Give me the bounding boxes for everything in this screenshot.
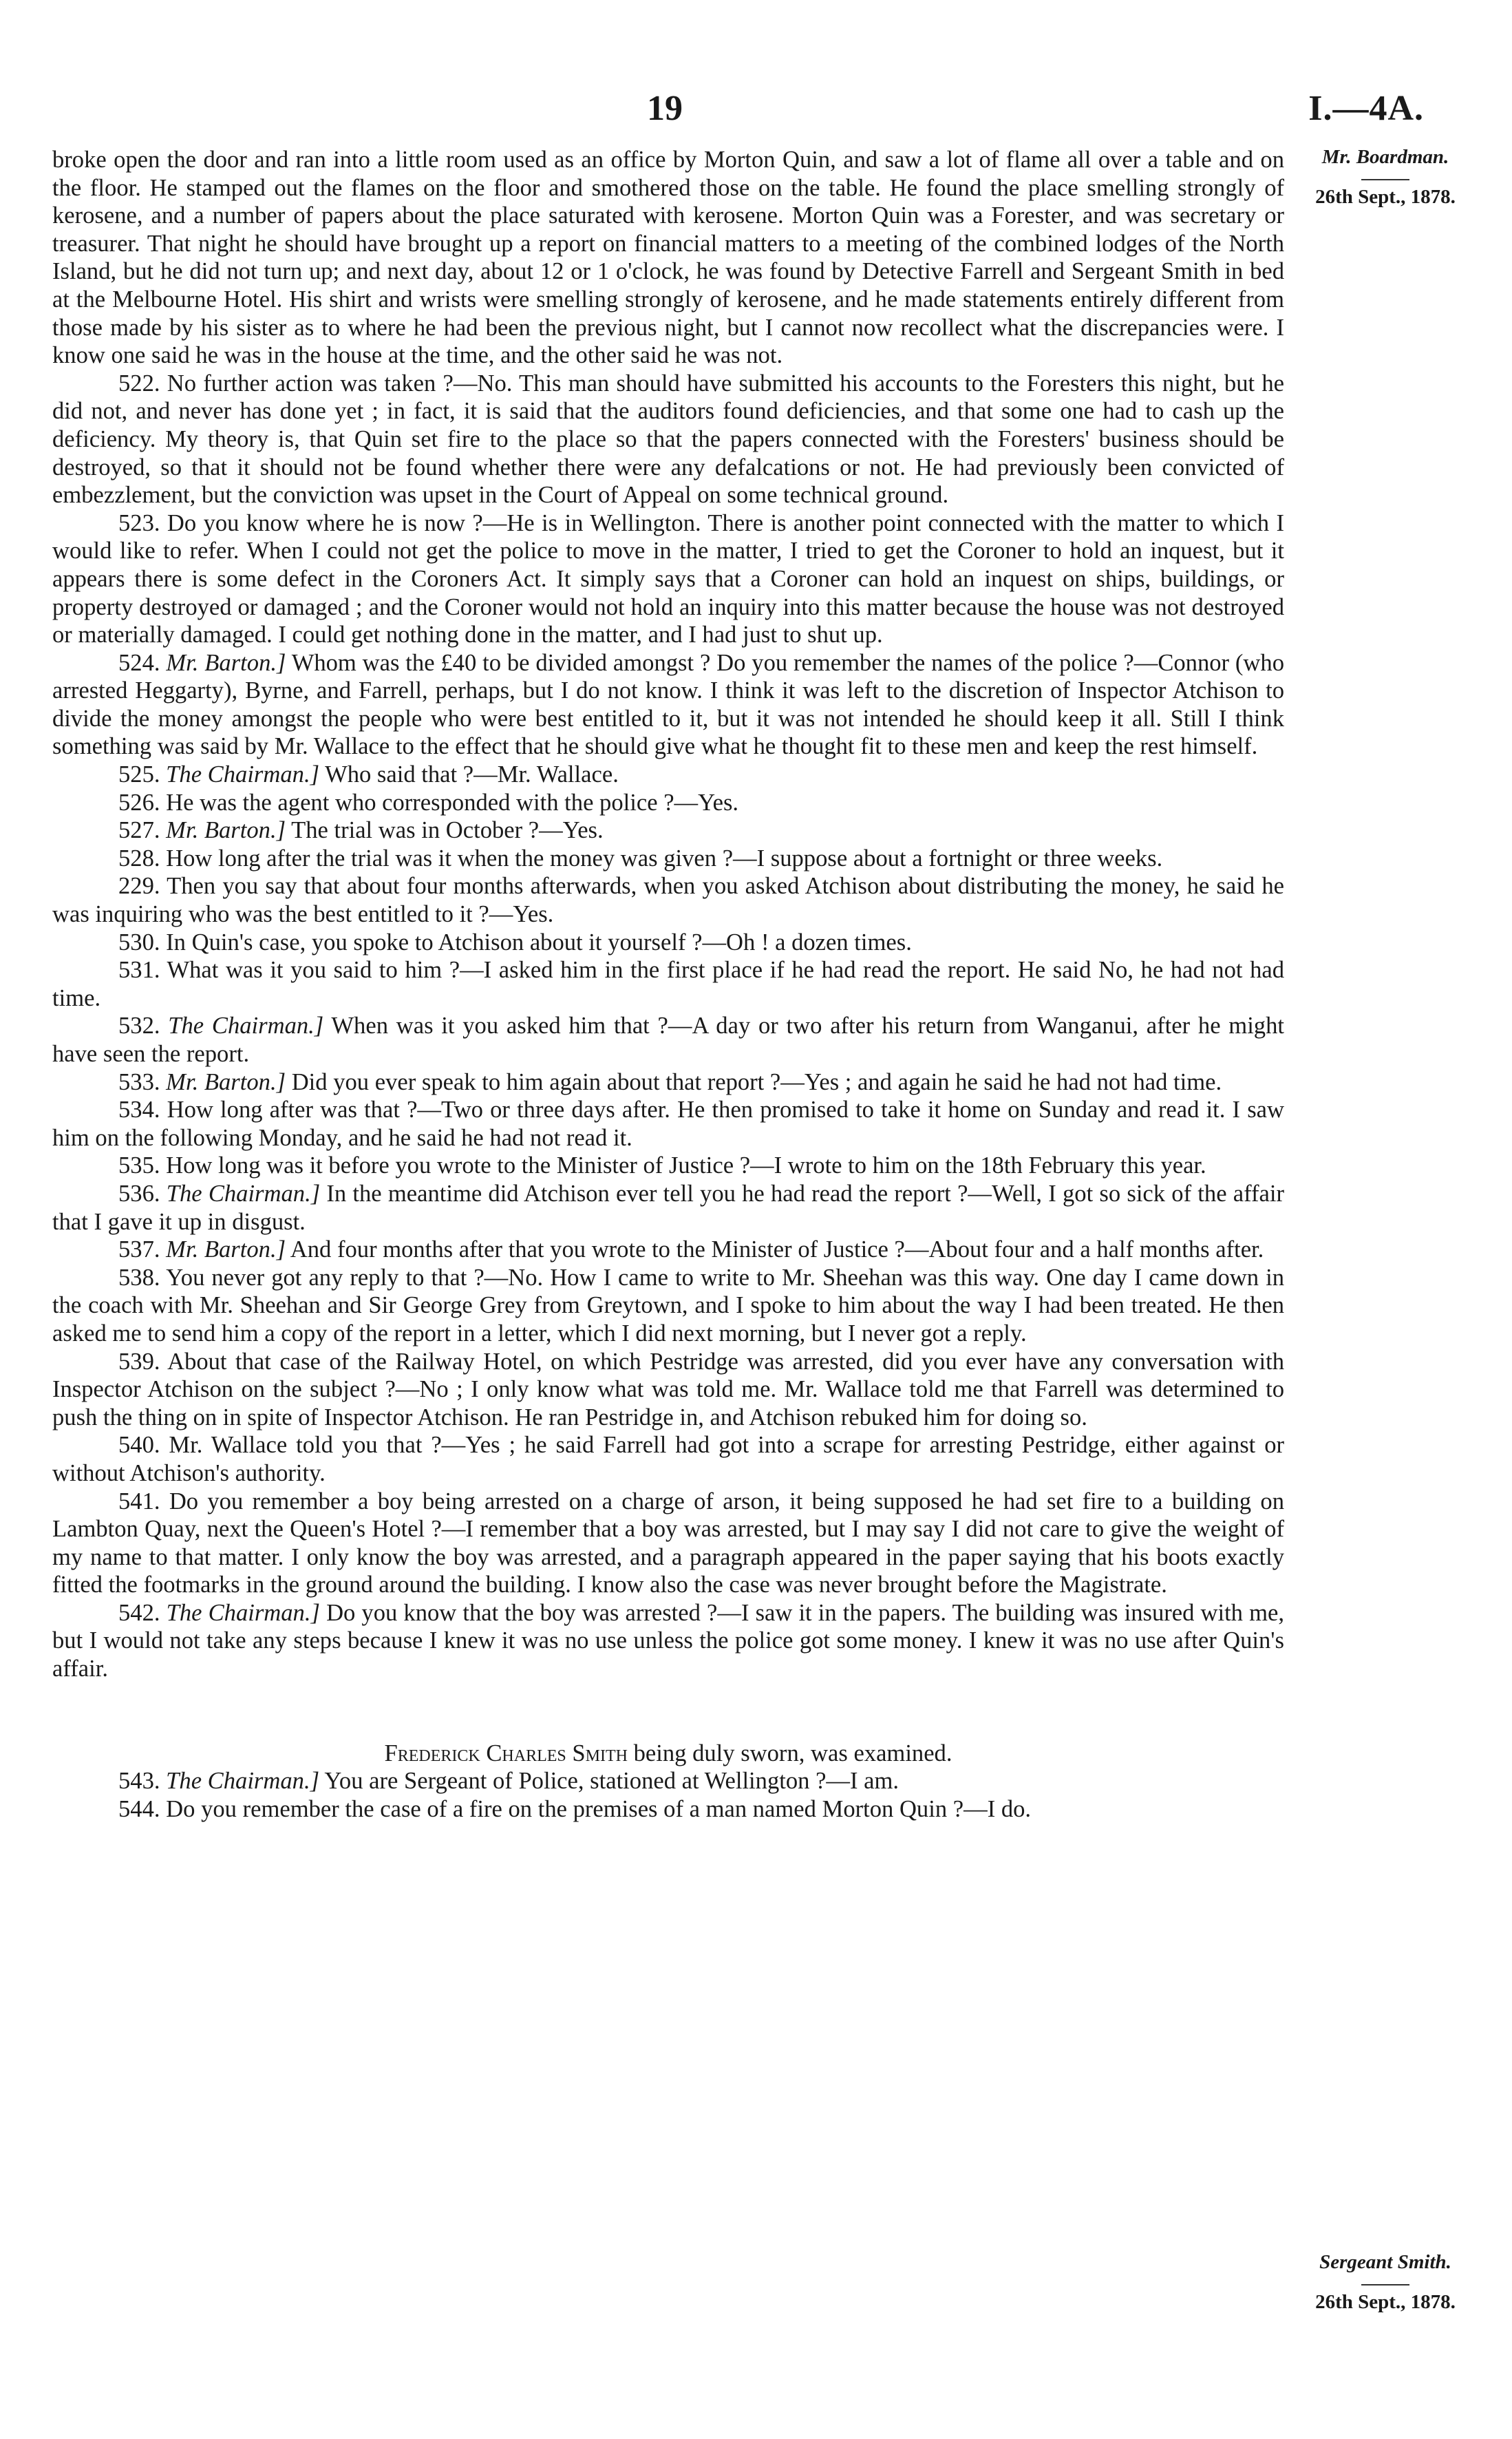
paragraph-text: Who said that ?—Mr. Wallace. — [325, 761, 619, 788]
evidence-paragraph — [52, 1068, 1284, 1097]
paragraph-text: 540. Mr. Wallace told you that ?—Yes ; he said Farrell had got into a scrape for arresting Pestridge, either against or without Atchison's authority. — [52, 1432, 1284, 1486]
paragraph-text: 526. He was the agent who corresponded with the police ?—Yes. — [118, 789, 739, 816]
evidence-paragraph — [52, 146, 1284, 370]
speaker-label: Mr. Barton.] — [166, 1068, 286, 1095]
question-number: 532. — [118, 1013, 160, 1039]
paragraph-text: 538. You never got any reply to that ?—No. How I came to write to Mr. Sheehan was this way. One day I came down in the coach with Mr. Sheehan and Sir George Grey from Greytown, and I spoke to him about the way I had been treated. He then asked me to send him a copy of the report in a letter, which I did next morning, but I never got a reply. — [52, 1264, 1284, 1347]
paragraph-text: 229. Then you say that about four months afterwards, when you asked Atchison about distributing the money, he said he was inquiring who was the best entitled to it ?—Yes. — [52, 873, 1284, 928]
paragraph-text: 531. What was it you said to him ?—I asked him in the first place if he had read the report. He said No, he had not had time. — [52, 957, 1284, 1011]
margin-note-witness: Mr. Boardman. — [1321, 146, 1449, 168]
margin-note-boardman — [1286, 145, 1485, 209]
evidence-paragraph — [52, 1236, 1284, 1264]
question-number: 524. — [118, 649, 160, 676]
paragraph-text: In the meantime did Atchison ever tell you he had read the report ?—Well, I got so sick of the affair that I gave it up in disgust. — [52, 1180, 1284, 1235]
speaker-label: The Chairman.] — [166, 1599, 320, 1626]
question-number: 536. — [118, 1180, 160, 1207]
evidence-paragraph — [52, 929, 1284, 957]
evidence-paragraph — [52, 1599, 1284, 1683]
witness-name: Frederick Charles Smith — [384, 1740, 628, 1766]
speaker-label: Mr. Barton.] — [166, 649, 286, 676]
question-number: 544. — [118, 1795, 160, 1822]
margin-note-rule — [1361, 2284, 1409, 2285]
evidence-paragraph — [52, 1488, 1284, 1599]
evidence-paragraph — [52, 1152, 1284, 1180]
paragraph-text: The trial was in October ?—Yes. — [291, 817, 604, 844]
evidence-paragraph — [52, 1431, 1284, 1487]
paragraph-text: When was it you asked him that ?—A day or two after his return from Wanganui, after he might have seen the report. — [52, 1013, 1284, 1067]
question-number: 527. — [118, 817, 160, 844]
paragraph-text: 528. How long after the trial was it when the money was given ?—I suppose about a fortnight or three weeks. — [118, 845, 1163, 872]
paragraph-text: 535. How long was it before you wrote to the Minister of Justice ?—I wrote to him on the 18th February this year. — [118, 1152, 1206, 1179]
evidence-paragraph — [52, 872, 1284, 928]
question-number: 533. — [118, 1068, 160, 1095]
evidence-paragraph — [52, 509, 1284, 649]
question-number: 543. — [118, 1768, 160, 1795]
paragraph-text: Do you remember the case of a fire on the premises of a man named Morton Quin ?—I do. — [166, 1795, 1032, 1822]
evidence-paragraph — [52, 1348, 1284, 1432]
paragraph-text: Whom was the £40 to be divided amongst ? Do you remember the names of the police ?—Connor (who arrested Heggarty), Byrne, and Farrell, perhaps, but I do not know. I think it was left to the discretion of Inspector Atchison to divide the money amongst the people who were best entitled to it, but it was not intended he should keep it all. Still I think something was said by Mr. Wallace to the effect that he should give what he thought fit to these men and keep the rest himself. — [52, 649, 1284, 760]
speaker-label: Mr. Barton.] — [166, 1236, 286, 1263]
paragraph-text: Did you ever speak to him again about that report ?—Yes ; and again he said he had not had time. — [291, 1068, 1222, 1095]
margin-note-date: 26th Sept., 1878. — [1315, 186, 1456, 208]
evidence-paragraph — [52, 1767, 1222, 1795]
question-number: 542. — [118, 1599, 160, 1626]
evidence-paragraph — [52, 956, 1284, 1012]
speaker-label: The Chairman.] — [168, 1013, 324, 1039]
paragraph-text: 541. Do you remember a boy being arrested on a charge of arson, it being supposed he had set fire to a building on Lambton Quay, next the Queen's Hotel ?—I remember that a boy was arrested, but I may say I did not care to give the weight of my name to that matter. I only know the boy was arrested, and a paragraph appeared in the paper saying that his boots exactly fitted the footmarks in the ground around the building. I know also the case was never brought before the Magistrate. — [52, 1488, 1284, 1598]
evidence-paragraph — [52, 816, 1284, 845]
speaker-label: Mr. Barton.] — [166, 817, 286, 844]
speaker-label: The Chairman.] — [166, 761, 320, 788]
witness-heading — [52, 1740, 1284, 1768]
evidence-paragraph — [52, 1264, 1284, 1348]
evidence-paragraph — [52, 789, 1284, 817]
evidence-paragraph — [52, 1795, 1222, 1824]
evidence-paragraph — [52, 761, 1284, 789]
margin-note-rule — [1361, 179, 1409, 180]
witness-heading-text: being duly sworn, was examined. — [633, 1740, 952, 1766]
paragraph-text: Do you know that the boy was arrested ?—I saw it in the papers. The building was insured with me, but I would not take any steps because I knew it was no use unless the police got some money. I knew it was no use after Quin's affair. — [52, 1599, 1284, 1682]
question-number: 537. — [118, 1236, 160, 1263]
evidence-paragraph — [52, 1012, 1284, 1068]
page-number: 19 — [647, 89, 683, 128]
paragraph-text: 522. No further action was taken ?—No. This man should have submitted his accounts to the Foresters this night, but he did not, and never has done yet ; in fact, it is said that the auditors found deficiencies, and that some one had to cash up the deficiency. My theory is, that Quin set fire to the place so that the papers connected with the Foresters' business should be destroyed, so that it should not be found whether there were any defalcations or not. He had previously been convicted of embezzlement, but the conviction was upset in the Court of Appeal on some technical ground. — [52, 370, 1284, 509]
paragraph-text: 523. Do you know where he is now ?—He is in Wellington. There is another point connected with the matter to which I would like to refer. When I could not get the police to move in the matter, I tried to get the Coroner to hold an inquest, but it appears there is some defect in the Coroners Act. It simply says that a Coroner can hold an inquest on ships, buildings, or property destroyed or damaged ; and the Coroner would not hold an inquiry into this matter because the house was not destroyed or materially damaged. I could get nothing done in the matter, and I had just to shut up. — [52, 509, 1284, 648]
paragraph-text: 530. In Quin's case, you spoke to Atchison about it yourself ?—Oh ! a dozen times. — [118, 929, 912, 955]
evidence-paragraph — [52, 649, 1284, 761]
paragraph-text: 534. How long after was that ?—Two or three days after. He then promised to take it home on Sunday and read it. I saw him on the following Monday, and he said he had not read it. — [52, 1097, 1284, 1151]
evidence-paragraph — [52, 370, 1284, 509]
paragraph-text: And four months after that you wrote to the Minister of Justice ?—About four and a half months after. — [290, 1236, 1264, 1263]
margin-note-witness: Sergeant Smith. — [1319, 2251, 1451, 2273]
paragraph-text: broke open the door and ran into a little room used as an office by Morton Quin, and saw a lot of flame all over a table and on the floor. He stamped out the flames on the floor and smothered those on the table. He found the place smelling strongly of kerosene, and a number of papers about the place saturated with kerosene. Morton Quin was a Forester, and was secretary or treasurer. That night he should have brought up a report on financial matters to a meeting of the combined lodges of the North Island, but he did not turn up; and next day, about 12 or 1 o'clock, he was found by Detective Farrell and Sergeant Smith in bed at the Melbourne Hotel. His shirt and wrists were smelling strongly of kerosene, and he made statements entirely different from those made by his sister as to where he had been the previous night, but I cannot now recollect what the discrepancies were. I know one said he was in the house at the time, and the other said he was not. — [52, 147, 1284, 369]
document-reference: I.—4A. — [1308, 89, 1424, 128]
speaker-label: The Chairman.] — [166, 1180, 321, 1207]
evidence-body — [52, 146, 1284, 1823]
margin-note-smith — [1286, 2250, 1485, 2314]
evidence-paragraph — [52, 1180, 1284, 1236]
question-number: 525. — [118, 761, 160, 788]
evidence-paragraph — [52, 845, 1284, 873]
evidence-paragraph — [52, 1096, 1284, 1152]
paragraph-text: You are Sergeant of Police, stationed at Wellington ?—I am. — [324, 1768, 899, 1795]
paragraph-text: 539. About that case of the Railway Hotel, on which Pestridge was arrested, did you ever have any conversation with Inspector Atchison on the subject ?—No ; I only know what was told me. Mr. Wallace told me that Farrell was determined to push the thing on in spite of Inspector Atchison. He ran Pestridge in, and Atchison rebuked him for doing so. — [52, 1348, 1284, 1430]
speaker-label: The Chairman.] — [166, 1768, 320, 1795]
margin-note-date: 26th Sept., 1878. — [1315, 2291, 1456, 2313]
